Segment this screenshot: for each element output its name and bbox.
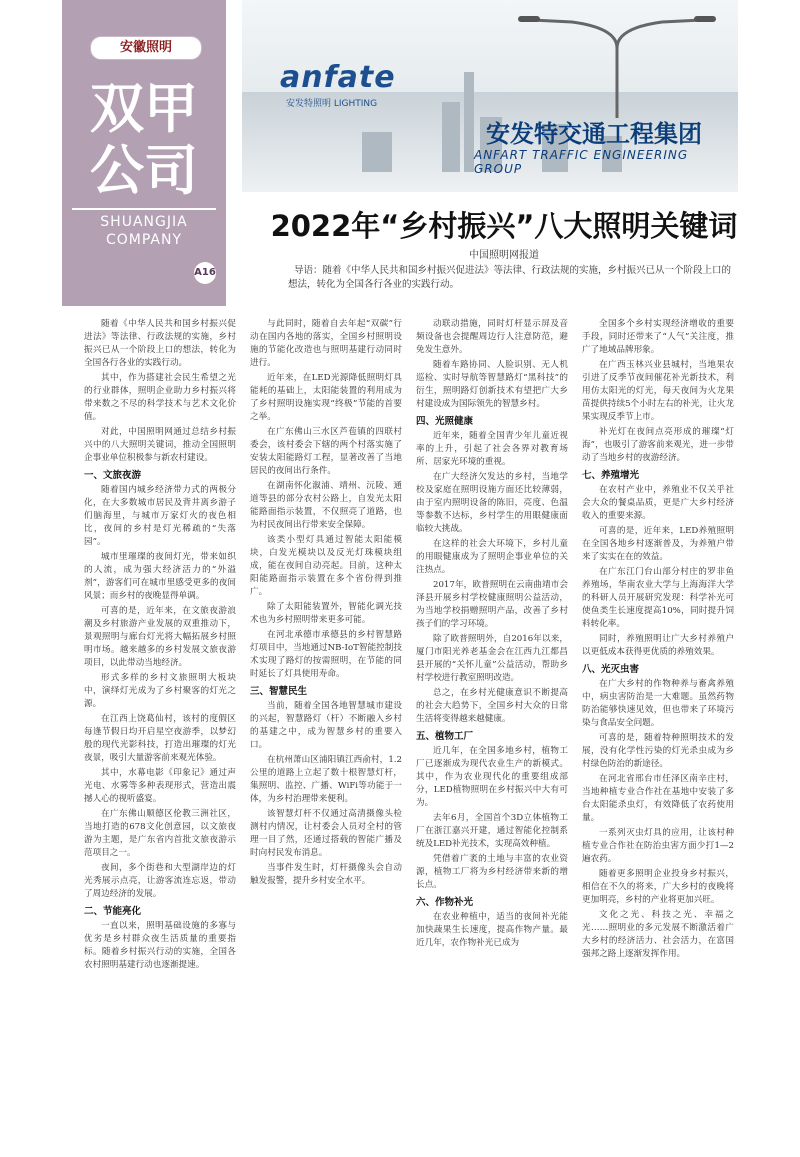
paragraph: 近年来，在LED光源降低照明灯具能耗的基础上，太阳能装置的利用成为了乡村照明设施实现“终极”节能的首要之举。 (250, 373, 402, 422)
paragraph: 一系列灭虫灯具的应用，让该村种植专业合作社在防治虫害方面少打1—2遍农药。 (582, 828, 734, 864)
section-heading: 五、植物工厂 (416, 731, 474, 742)
paragraph: 动联动措施，同时灯杆显示屏及音频设备也会提醒周边行人注意防范，避免发生意外。 (416, 319, 568, 355)
paragraph: 在杭州萧山区浦阳镇江西俞村，1.2公里的道路上立起了数十根智慧灯杆，集照明、监控、广播、WiFi等功能于一体，为乡村治理带来便利。 (250, 755, 402, 804)
section-pinyin-line1: SHUANGJIA (100, 214, 188, 230)
paragraph: 在这样的社会大环境下，乡村儿童的用眼健康成为了照明企事业单位的关注热点。 (416, 539, 568, 575)
section-heading: 八、光灭虫害 (582, 664, 640, 675)
paragraph: 去年6月，全国首个3D立体植物工厂在浙江嘉兴开建，通过智能化控制系统及LED补光技术，实现高效种植。 (416, 813, 568, 849)
paragraph: 随着《中华人民共和国乡村振兴促进法》等法律、行政法规的实施，乡村振兴已从一个阶段上口的想法，转化为全国各行各业的实践行动。 (84, 319, 236, 368)
paragraph: 同时，养殖照明让广大乡村养殖户以更低成本获得更优质的养殖效果。 (582, 634, 734, 657)
paragraph: 在广大乡村的作物种养与畜禽养殖中，病虫害防治是一大难题。虽然药物防治能够快速见效，但也带来了环境污染与食品安全问题。 (582, 679, 734, 728)
advertisement-banner (242, 0, 738, 192)
paragraph: 与此同时，随着自去年起“双碳”行动在国内各地的落实，全国乡村照明设施的节能化改造也与照明基建行动同时进行。 (250, 319, 402, 368)
newspaper-logo: 安徽照明 (90, 36, 202, 60)
article-lead: 导语：随着《中华人民共和国乡村振兴促进法》等法律、行政法规的实施，乡村振兴已从一个阶段上口的想法，转化为全国各行各业的实践行动。 (288, 265, 732, 290)
paragraph: 在河北承德市承德县的乡村智慧路灯项目中，当地通过NB-IoT智能控制技术实现了路灯的按需照明，在节能的同时延长了灯具使用寿命。 (250, 630, 402, 679)
title-divider (72, 208, 216, 210)
paragraph: 在广东佛山顺德区伦教三洲社区，当地打造的678文化创意园，以文旅夜游为主题，是广东省内首批文旅夜游示范项目之一。 (84, 809, 236, 858)
section-heading: 一、文旅夜游 (84, 470, 142, 481)
paragraph: 形式多样的乡村文旅照明大板块中，演绎灯光成为了乡村聚客的灯光之源。 (84, 673, 236, 709)
section-pinyin-line2: COMPANY (105, 232, 183, 248)
paragraph: 可喜的是，近年来，在文旅夜游浪潮及乡村旅游产业发展的双重推动下，景观照明与廊台灯光将大幅拓展乡村照明市场。越来越多的乡村发展文旅夜游项目，以此带动当地经济。 (84, 606, 236, 668)
group-name-en: ANFART TRAFFIC ENGINEERING GROUP (474, 148, 689, 176)
paragraph: 在广西玉林兴业县城村，当地果农引进了反季节夜间催花补光新技术，利用仿太阳光的灯光，每天夜间为火龙果苗提供持续5个小时左右的补光，让火龙果实现反季节上市。 (582, 360, 734, 422)
paragraph: 在农业种植中，适当的夜间补光能加快蔬果生长速度，提高作物产量。最近几年，农作物补光已成为 (416, 912, 568, 948)
paragraph: 一直以来，照明基础设施的多寡与优劣是乡村群众夜生活质量的重要指标。随着乡村振兴行动的实施，全国各农村照明基建行动也逐渐提速。 (84, 921, 236, 970)
article-column-3 (416, 318, 568, 1118)
paragraph: 除了欧普照明外，自2016年以来，厦门市阳光养老基金会在江西九江都昌县开展的“关怀儿童”公益活动，帮助乡村学校进行教室照明改造。 (416, 634, 568, 683)
paragraph: 在广东江门台山部分村庄的罗非鱼养殖场，华南农业大学与上海海洋大学的科研人员开展研究发现：科学补光可使鱼类生长速度提高10%，同时提升饲料转化率。 (582, 567, 734, 629)
paragraph: 在农村产业中，养殖业不仅关乎社会大众的餐桌品质，更是广大乡村经济收入的重要来源。 (582, 485, 734, 521)
paragraph: 该类小型灯具通过智能太阳能模块，白发光模块以及反光灯珠模块组成，能在夜间自动亮起。目前，这种太阳能路面指示装置在多个省份得到推广。 (250, 535, 402, 597)
paragraph: 其中，作为搭建社会民生希望之光的行业群体，照明企业助力乡村振兴将带来数之不尽的科学技术与艺术文化价值。 (84, 373, 236, 422)
paragraph: 当前，随着全国各地智慧城市建设的兴起，智慧路灯（杆）不断融入乡村的基建之中，成为智慧乡村的重要入口。 (250, 701, 402, 750)
paragraph: 在广东佛山三水区芦苞镇的四联村委会，该村委会下辖的两个村落实施了安装太阳能路灯工程，显著改善了当地居民的夜间出行条件。 (250, 427, 402, 476)
article-column-1 (84, 318, 236, 1118)
paragraph: 在湖南怀化溆浦、靖州、沅陵、通道等县的部分农村公路上，自发光太阳能路面指示装置，不仅照亮了道路，也为村民夜间出行带来安全保障。 (250, 481, 402, 530)
paragraph: 可喜的是，近年来，LED养殖照明在全国各地乡村逐渐普及，为养殖户带来了实实在在的效益。 (582, 526, 734, 562)
section-heading: 二、节能亮化 (84, 906, 142, 917)
section-sidebar (62, 0, 226, 306)
section-title-line1: 双甲 (90, 77, 198, 140)
section-title-line2: 公司 (90, 139, 198, 202)
paragraph: 总之，在乡村光健康意识不断提高的社会大趋势下，全国乡村大众的日常生活将变得越来越健康。 (416, 688, 568, 724)
streetlight-icon (512, 8, 722, 118)
section-heading: 四、光照健康 (416, 416, 474, 427)
section-heading: 三、智慧民生 (250, 686, 308, 697)
paragraph: 随着国内城乡经济带力式的两极分化，在大多数城市居民及背井离乡游子们脑海里，与城市万家灯火的夜色相比，夜间的乡村是灯光稀疏的“失落园”。 (84, 485, 236, 547)
brand-subtitle: 安发特照明 LIGHTING (286, 99, 378, 109)
paragraph: 2017年，欧普照明在云南曲靖市会泽县开展乡村学校健康照明公益活动，为当地学校捐赠照明产品，改善了乡村孩子们的学习环境。 (416, 580, 568, 629)
article-column-2 (250, 318, 402, 1118)
article-headline: 2022年“乡村振兴”八大照明关键词 (270, 209, 738, 243)
paragraph: 城市里璀璨的夜间灯光，带来如织的人流，成为强大经济活力的“外溢剂”，游客们可在城市里感受更多的夜间风景；而乡村的夜晚显得单调。 (84, 552, 236, 601)
page-number-badge: A16 (194, 262, 216, 284)
paragraph: 除了太阳能装置外，智能化调光技术也为乡村照明带来更多可能。 (250, 602, 402, 625)
paragraph: 补光灯在夜间点亮形成的璀璨“灯海”，也吸引了游客前来观光，进一步带动了当地乡村的夜游经济。 (582, 427, 734, 463)
section-heading: 六、作物补光 (416, 897, 474, 908)
paragraph: 近几年，在全国多地乡村，植物工厂已逐渐成为现代农业生产的新模式。其中，作为农业现代化的重要组成部分，LED植物照明在乡村振兴中大有可为。 (416, 746, 568, 808)
article-column-4 (582, 318, 734, 1118)
paragraph: 随着车路协同、人脸识别、无人机巡检、实时导航等智慧路灯“黑科技”的衍生，照明路灯创新技术有望把广大乡村建设成为国际领先的智慧乡村。 (416, 360, 568, 409)
paragraph: 在江西上饶葛仙村，该村的度假区每逢节假日均开启星空夜游季，以梦幻般的现代光影科技，打造出璀璨的灯光夜景，吸引大量游客前来观光体验。 (84, 714, 236, 763)
group-name-cn: 安发特交通工程集团 (486, 120, 702, 148)
paragraph: 在广大经济欠发达的乡村，当地学校及家庭在照明设施方面还比较薄弱，由于室内照明设备的陈旧，亮度、色温等参数不达标，乡村学生的用眼健康面临较大挑战。 (416, 472, 568, 534)
paragraph: 可喜的是，随着特种照明技术的发展，没有化学性污染的灯光杀虫成为乡村绿色防治的新途径。 (582, 733, 734, 769)
paragraph: 该智慧灯杆不仅通过高清摄像头检测村内情况，让村委会人员对全村的管理一目了然，还通过搭载的智能广播及时向村民发布消息。 (250, 809, 402, 858)
paragraph: 夜间，多个街巷和大型湖岸边的灯光秀展示点亮，让游客流连忘返，带动了周边经济的发展。 (84, 863, 236, 899)
article-body (84, 318, 734, 1118)
paragraph: 其中，水幕电影《印象记》通过声光电、水雾等多种表现形式，营造出震撼人心的视听盛宴。 (84, 768, 236, 804)
paragraph: 近年来，随着全国青少年儿童近视率的上升，引起了社会各界对教育场所、居家光环境的重视。 (416, 431, 568, 467)
article-byline: 中国照明网报道 (469, 250, 539, 261)
paragraph: 对此，中国照明网通过总结乡村振兴中的八大照明关键词，推动全国照明企事业单位积极参与新农村建设。 (84, 427, 236, 463)
paragraph: 当事件发生时，灯杆摄像头会自动触发报警，提升乡村安全水平。 (250, 863, 402, 886)
paragraph: 随着更多照明企业投身乡村振兴，相信在不久的将来，广大乡村的夜晚将更加明亮，乡村的产业将更加兴旺。 (582, 869, 734, 905)
paragraph: 文化之光、科技之光、幸福之光……照明业的多元发展不断激活着广大乡村的经济活力、社会活力，在富国强邦之路上逐渐发挥作用。 (582, 910, 734, 959)
paragraph: 凭借着广袤的土地与丰富的农业资源，植物工厂将为乡村经济带来新的增长点。 (416, 854, 568, 890)
brand-logo: anfate (280, 60, 396, 95)
paragraph: 在河北省邢台市任泽区南辛庄村，当地种植专业合作社在基地中安装了多台太阳能杀虫灯，有效降低了农药使用量。 (582, 774, 734, 823)
paragraph: 全国多个乡村实现经济增收的重要手段，同时还带来了“人气”关注度，推广了地域品牌形象。 (582, 319, 734, 355)
section-heading: 七、养殖增光 (582, 470, 640, 481)
